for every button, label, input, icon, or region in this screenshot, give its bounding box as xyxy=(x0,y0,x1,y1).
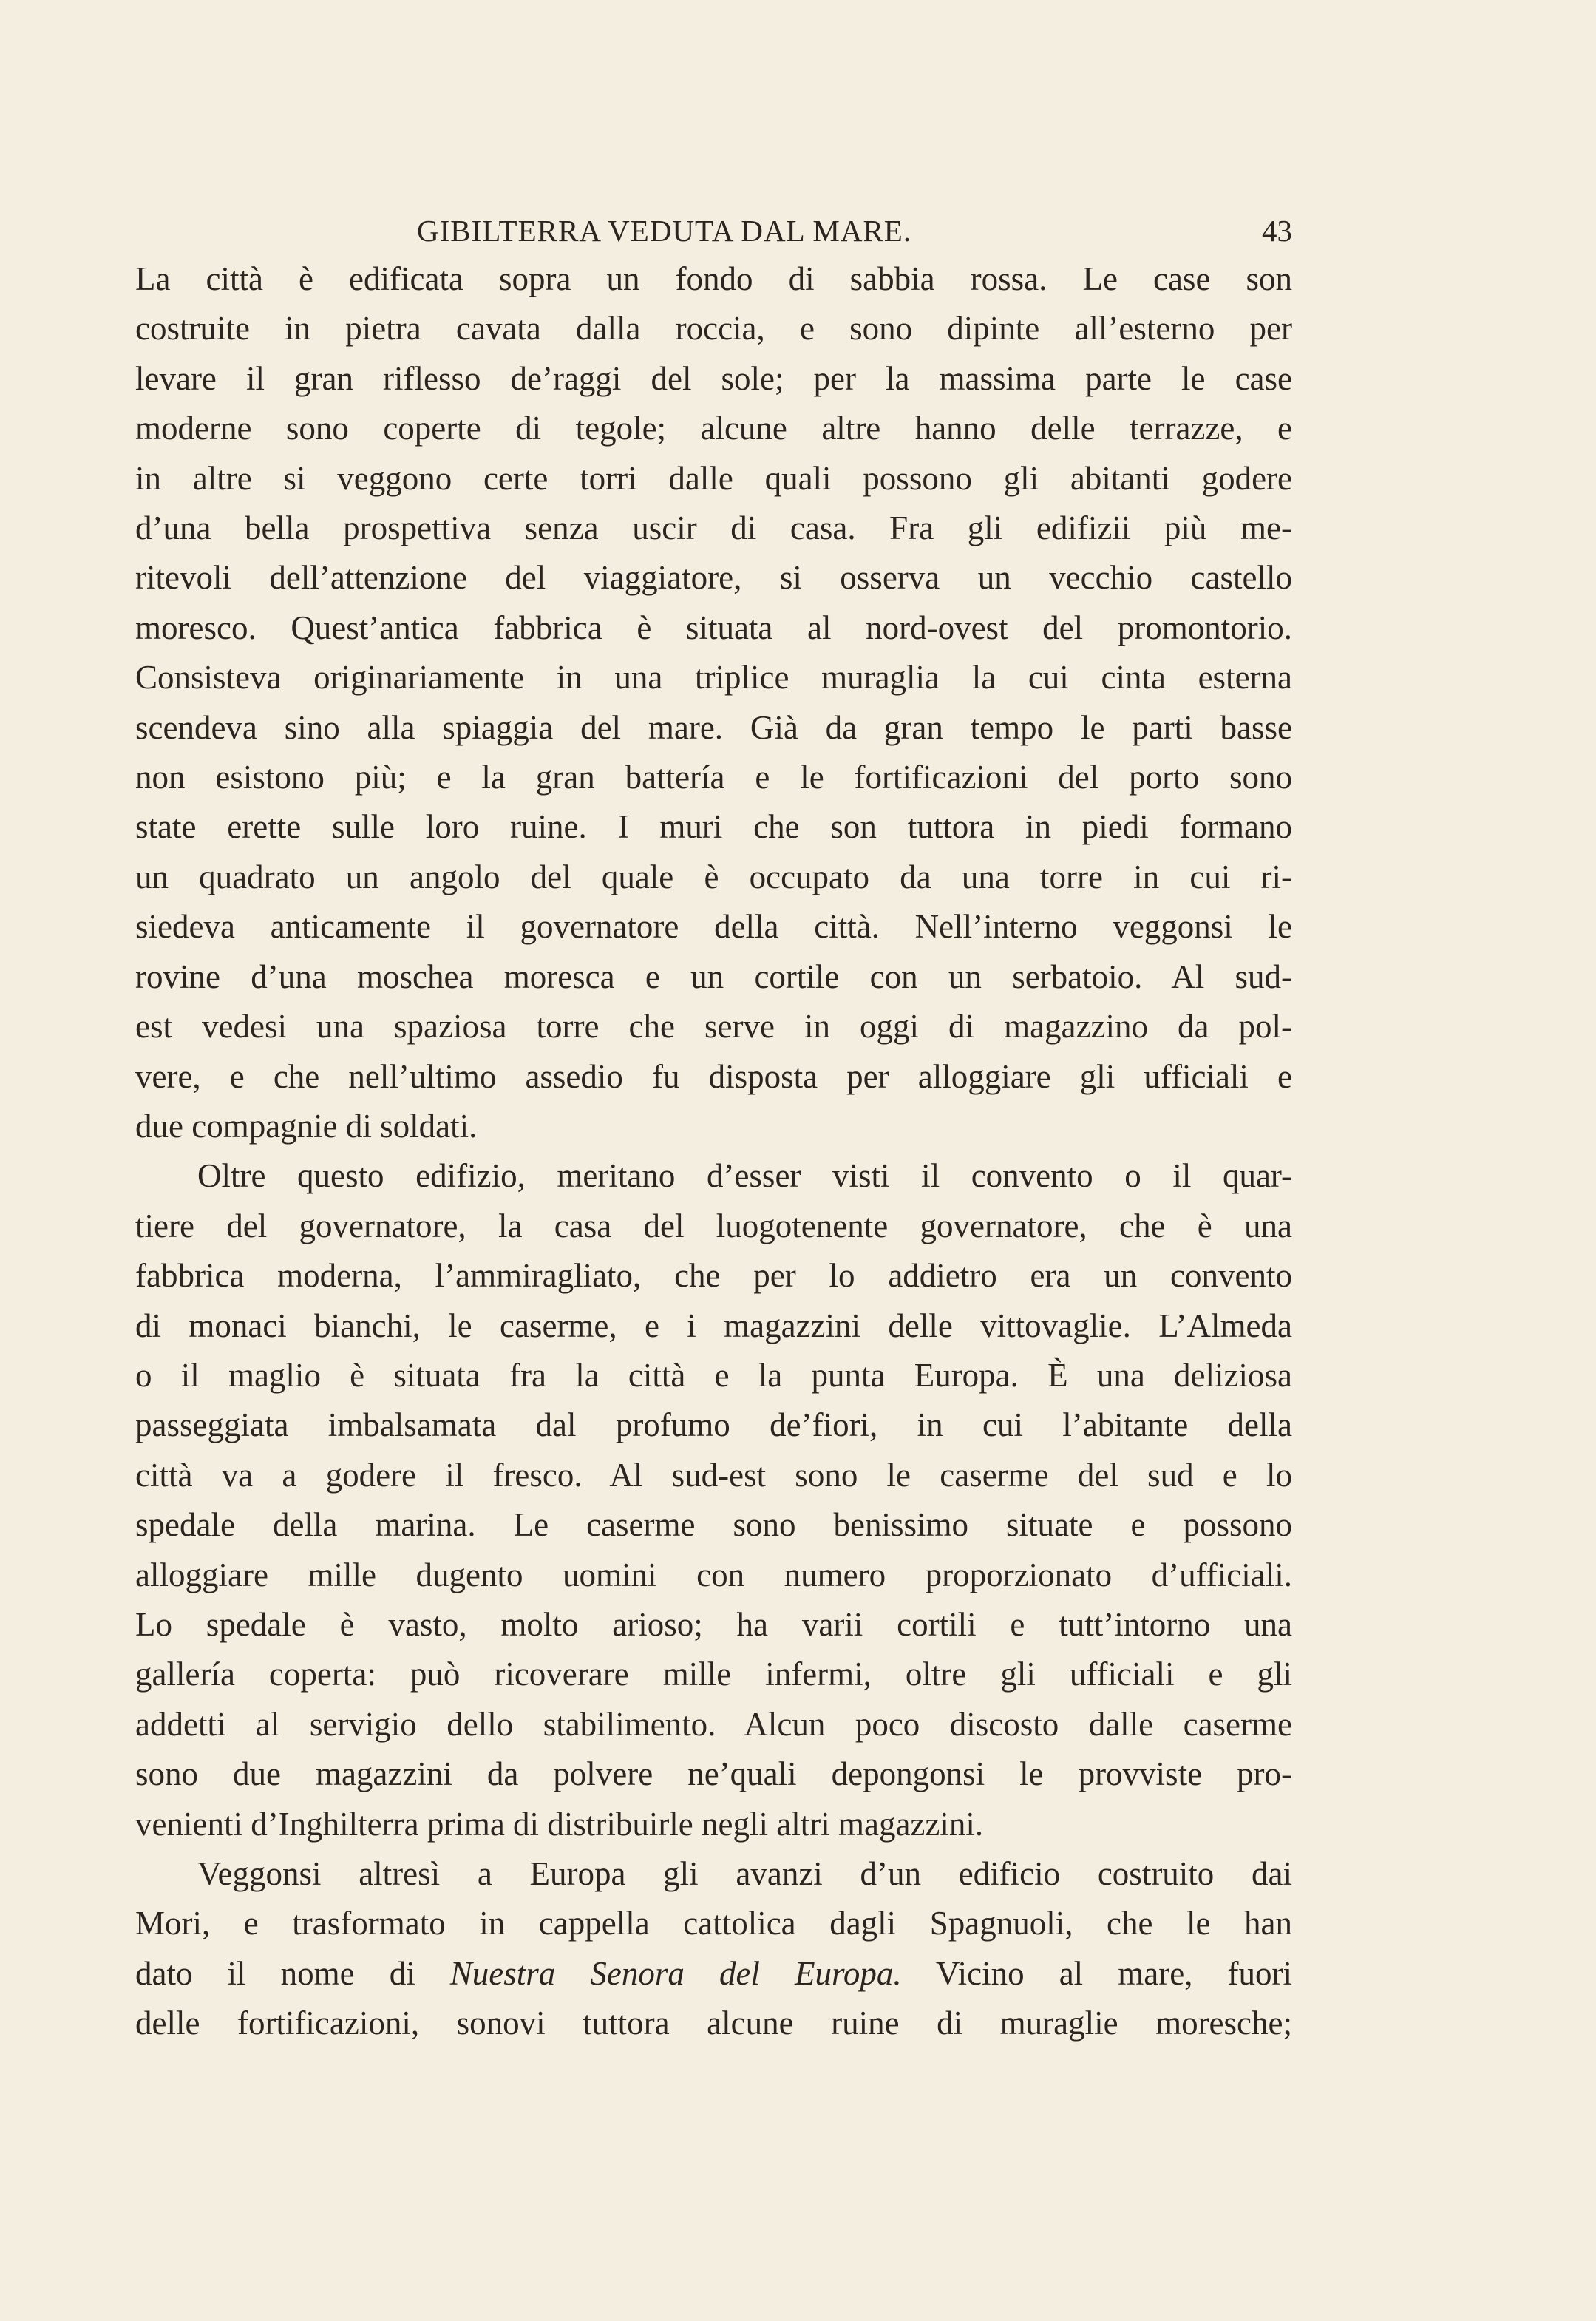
paragraph-3 xyxy=(135,1849,1292,2049)
text-line: moresco. Quest’antica fabbrica è situata al nord-ovest del promontorio. xyxy=(135,609,1292,646)
text-line: Consisteva originariamente in una triplice muraglia la cui cinta esterna xyxy=(135,659,1292,697)
text-line: passeggiata imbalsamata dal profumo de’fiori, in cui l’abitante della xyxy=(135,1406,1292,1444)
text-line: scendeva sino alla spiaggia del mare. Già da gran tempo le parti basse xyxy=(135,708,1292,746)
text-line: moderne sono coperte di tegole; alcune altre hanno delle terrazze, e xyxy=(135,410,1292,447)
text-line: est vedesi una spaziosa torre che serve in oggi di magazzino da pol- xyxy=(135,1008,1292,1046)
text-line: non esistono più; e la gran battería e le fortificazioni del porto sono xyxy=(135,759,1292,796)
text-line: in altre si veggono certe torri dalle quali possono gli abitanti godere xyxy=(135,459,1292,497)
text-line-with-italic xyxy=(135,1949,1292,1999)
text-line: alloggiare mille dugento uomini con numero proporzionato d’ufficiali. xyxy=(135,1556,1292,1593)
running-title: GIBILTERRA VEDUTA DAL MARE. xyxy=(417,214,912,248)
text-line: di monaci bianchi, le caserme, e i magazzini delle vittovaglie. L’Almeda xyxy=(135,1307,1292,1344)
text-line: La città è edificata sopra un fondo di sabbia rossa. Le case son xyxy=(135,260,1292,297)
text-line: state erette sulle loro ruine. I muri che son tuttora in piedi formano xyxy=(135,808,1292,846)
text-line: rovine d’una moschea moresca e un cortile con un serbatoio. Al sud- xyxy=(135,958,1292,995)
page-header xyxy=(135,207,1292,254)
page-number: 43 xyxy=(1262,214,1292,248)
text-line: Veggonsi altresì a Europa gli avanzi d’un edificio costruito dai xyxy=(197,1855,1292,1892)
text-line: un quadrato un angolo del quale è occupato da una torre in cui ri- xyxy=(135,858,1292,895)
text-line: d’una bella prospettiva senza uscir di casa. Fra gli edifizii più me- xyxy=(135,509,1292,547)
text-line: Oltre questo edifizio, meritano d’esser visti il convento o il quar- xyxy=(197,1157,1292,1195)
paragraph-1 xyxy=(135,254,1292,1151)
text-line: Lo spedale è vasto, molto arioso; ha varii cortili e tutt’intorno una xyxy=(135,1605,1292,1643)
text-line: città va a godere il fresco. Al sud-est sono le caserme del sud e lo xyxy=(135,1456,1292,1494)
text-line: sono due magazzini da polvere ne’quali depongonsi le provviste pro- xyxy=(135,1755,1292,1793)
text-line: gallería coperta: può ricoverare mille infermi, oltre gli ufficiali e gli xyxy=(135,1656,1292,1693)
text-line: costruite in pietra cavata dalla roccia, e sono dipinte all’esterno per xyxy=(135,310,1292,348)
text-line: spedale della marina. Le caserme sono benissimo situate e possono xyxy=(135,1506,1292,1544)
text-line: levare il gran riflesso de’raggi del sole; per la massima parte le case xyxy=(135,359,1292,397)
text-segment: dato il nome di xyxy=(135,1954,450,1992)
text-line: Mori, e trasformato in cappella cattolica dagli Spagnuoli, che le han xyxy=(135,1905,1292,1942)
text-line: o il maglio è situata fra la città e la punta Europa. È una deliziosa xyxy=(135,1356,1292,1394)
text-line: due compagnie di soldati. xyxy=(135,1107,478,1145)
text-line: fabbrica moderna, l’ammiragliato, che per lo addietro era un convento xyxy=(135,1257,1292,1295)
text-segment: Vicino al mare, fuori xyxy=(901,1954,1292,1992)
text-line: venienti d’Inghilterra prima di distribuirle negli altri magazzini. xyxy=(135,1805,984,1843)
text-line: vere, e che nell’ultimo assedio fu disposta per alloggiare gli ufficiali e xyxy=(135,1057,1292,1095)
text-line: siedeva anticamente il governatore della città. Nell’interno veggonsi le xyxy=(135,908,1292,946)
text-line: addetti al servigio dello stabilimento. Alcun poco discosto dalle caserme xyxy=(135,1705,1292,1743)
body-text xyxy=(135,254,1292,2049)
text-line: ritevoli dell’attenzione del viaggiatore, si osserva un vecchio castello xyxy=(135,559,1292,597)
italic-church-name: Nuestra Senora del Europa. xyxy=(449,1954,902,1992)
paragraph-2 xyxy=(135,1151,1292,1849)
text-line: delle fortificazioni, sonovi tuttora alcune ruine di muraglie moresche; xyxy=(135,2005,1292,2042)
text-line: tiere del governatore, la casa del luogotenente governatore, che è una xyxy=(135,1207,1292,1244)
